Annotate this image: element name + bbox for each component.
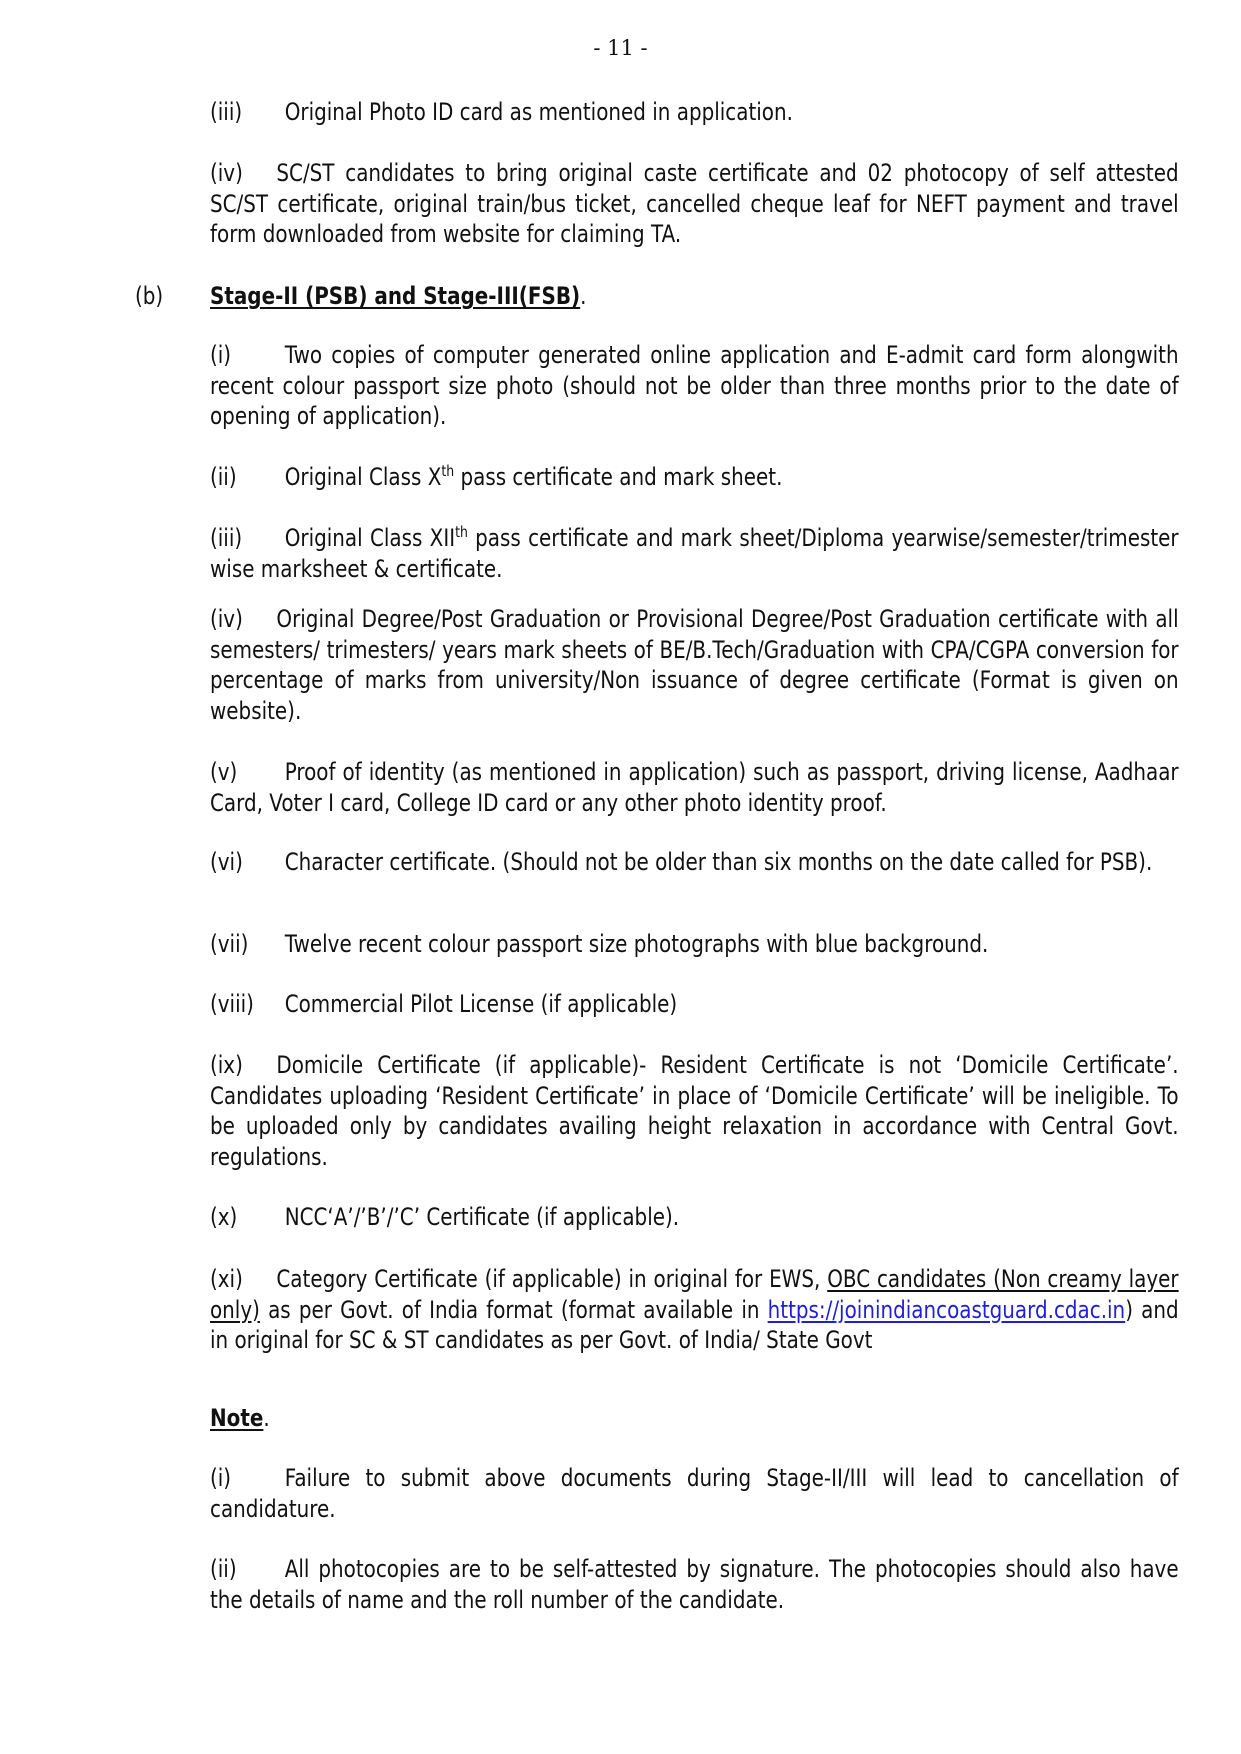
doc-item-a-iii	[210, 97, 1179, 128]
section-b-label: (b)	[135, 282, 164, 310]
doc-item-b-x	[210, 1202, 1179, 1233]
item-text: Twelve recent colour passport size photographs with blue background.	[284, 930, 989, 958]
underlined-text-obc: OBC candidates (Non creamy layer only)	[210, 1265, 1179, 1324]
item-label: (vi)	[210, 848, 243, 876]
item-text: Proof of identity (as mentioned in application) such as passport, driving license, Aadhaar Card, Voter I card, College ID card or any other photo identity proof.	[210, 758, 1179, 817]
doc-item-b-iv	[210, 604, 1179, 726]
doc-item-b-xi	[210, 1264, 1179, 1356]
item-text: NCC‘A’/’B’/’C’ Certificate (if applicable).	[284, 1203, 680, 1231]
page-number: - 11 -	[593, 36, 648, 60]
item-text: All photocopies are to be self-attested by signature. The photocopies should also have the details of name and the roll number of the candidate.	[210, 1555, 1179, 1614]
item-label: (xi)	[210, 1265, 243, 1293]
item-label: (x)	[210, 1203, 238, 1231]
section-heading-suffix: .	[580, 282, 587, 310]
note-heading-text: Note	[210, 1404, 264, 1432]
item-label: (iii)	[210, 524, 243, 552]
item-label: (i)	[210, 341, 232, 369]
item-text-rest: ) and in original for SC & ST candidates as per Govt. of India/ State Govt	[210, 1295, 1179, 1354]
coast-guard-website-link[interactable]: https://joinindiancoastguard.cdac.in	[767, 1295, 1126, 1324]
doc-item-b-ii	[210, 462, 1179, 493]
item-text: Two copies of computer generated online application and E-admit card form alongwith recent colour passport size photo (should not be older than three months prior to the date of opening of application).	[210, 341, 1179, 430]
note-item-i	[210, 1463, 1179, 1524]
superscript: th	[441, 462, 455, 480]
item-label: (viii)	[210, 990, 254, 1018]
doc-item-b-vi	[210, 847, 1179, 878]
item-text: Original Class XII	[284, 524, 456, 552]
section-b-heading	[210, 281, 1179, 312]
doc-item-b-vii	[210, 929, 1179, 960]
item-text: SC/ST candidates to bring original caste certificate and 02 photocopy of self attested SC/ST certificate, original train/bus ticket, cancelled cheque leaf for NEFT payment and travel form downloaded from website for claiming TA.	[210, 159, 1179, 248]
item-text: Domicile Certificate (if applicable)- Resident Certificate is not ‘Domicile Certificate’. Candidates uploading ‘Resident Certificate’ in place of ‘Domicile Certificate’ will be ineligible. To be uploaded only by candidates availing height relaxation in accordance with Central Govt. regulations.	[210, 1051, 1179, 1171]
item-text-middle: as per Govt. of India format (format available in	[259, 1295, 768, 1324]
doc-item-b-ix	[210, 1050, 1179, 1172]
doc-item-b-viii	[210, 989, 1179, 1020]
item-text: Character certificate. (Should not be older than six months on the date called for PSB).	[284, 848, 1153, 876]
item-label: (iv)	[210, 159, 243, 187]
note-heading-suffix: .	[263, 1404, 270, 1432]
note-heading	[210, 1403, 1179, 1434]
item-text: Original Class X	[284, 463, 442, 491]
note-item-ii	[210, 1554, 1179, 1615]
item-text: Category Certificate (if applicable) in original for EWS,	[276, 1265, 828, 1293]
doc-item-b-i	[210, 340, 1179, 432]
item-text: Original Degree/Post Graduation or Provisional Degree/Post Graduation certificate with all semesters/ trimesters/ years mark sheets of BE/B.Tech/Graduation with CPA/CGPA conversion for percentage of marks from university/Non issuance of degree certificate (Format is given on website).	[210, 605, 1179, 725]
doc-item-b-iii	[210, 523, 1179, 584]
item-text-rest: pass certificate and mark sheet.	[454, 463, 783, 491]
doc-item-a-iv	[210, 158, 1179, 250]
item-label: (vii)	[210, 930, 249, 958]
item-label: (i)	[210, 1464, 232, 1492]
item-label: (iii)	[210, 98, 243, 126]
item-text: Failure to submit above documents during Stage-II/III will lead to cancellation of candidature.	[210, 1464, 1179, 1523]
item-label: (ix)	[210, 1051, 243, 1079]
item-text: Original Photo ID card as mentioned in application.	[284, 98, 793, 126]
doc-item-b-v	[210, 757, 1179, 818]
item-label: (v)	[210, 758, 238, 786]
item-label: (ii)	[210, 1555, 237, 1583]
item-text: Commercial Pilot License (if applicable)	[284, 990, 678, 1018]
section-heading-text: Stage-II (PSB) and Stage-III(FSB)	[210, 282, 581, 310]
item-text-rest: pass certificate and mark sheet/Diploma yearwise/semester/trimester wise marksheet & certificate.	[210, 524, 1179, 583]
item-label: (iv)	[210, 605, 243, 633]
superscript: th	[455, 523, 468, 541]
item-label: (ii)	[210, 463, 237, 491]
